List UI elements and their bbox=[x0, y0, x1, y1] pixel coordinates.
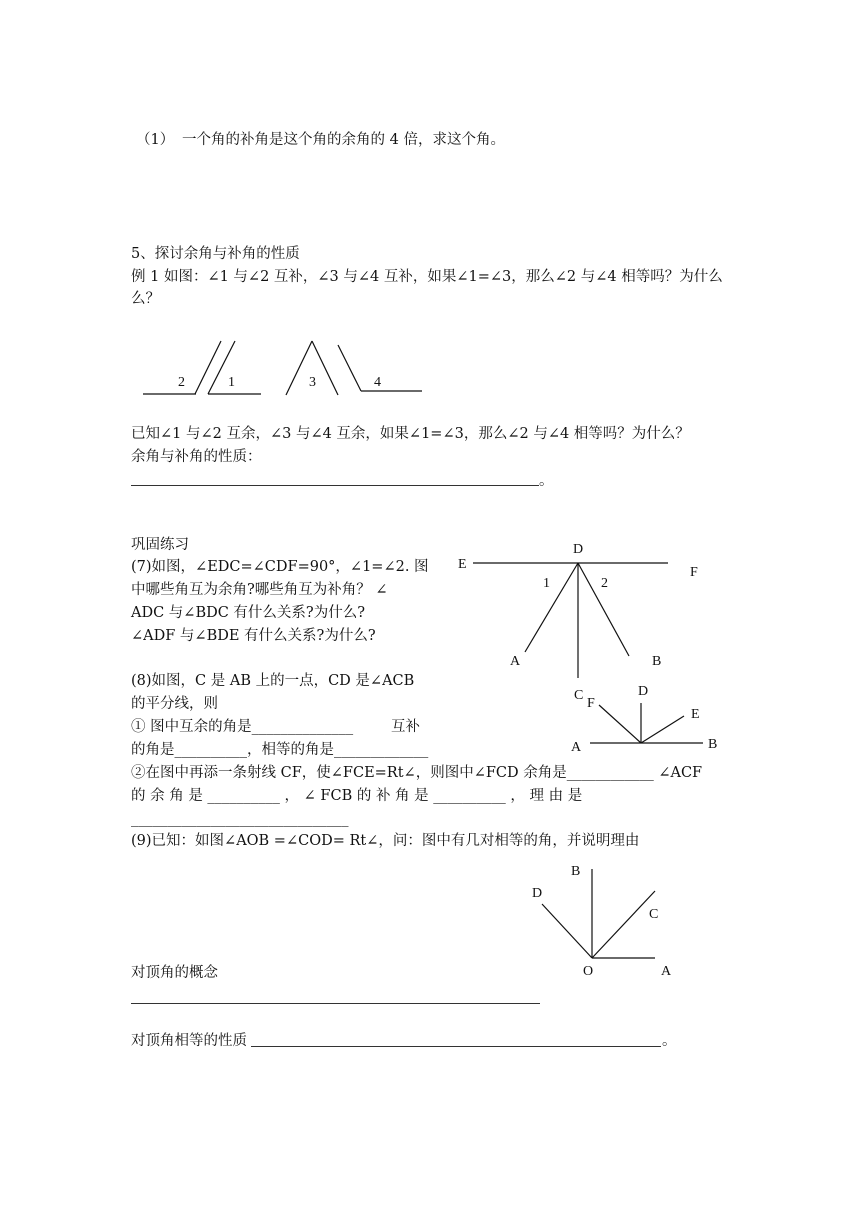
q8-line-2: 的平分线，则 bbox=[131, 696, 218, 712]
q8-line-7: ______________________________ bbox=[131, 811, 349, 827]
property-answer-line bbox=[131, 485, 539, 486]
fig8-label-A: A bbox=[571, 740, 582, 755]
fig9-label-B: B bbox=[571, 864, 581, 879]
fig7-label-2: 2 bbox=[601, 576, 608, 591]
fig9-label-O: O bbox=[583, 964, 594, 979]
example-1-line-1: 例 1 如图：∠1 与∠2 互补，∠3 与∠4 互补，如果∠1=∠3，那么∠2 与∠4 相等吗？为什么 bbox=[131, 269, 723, 285]
vertical-property-period: 。 bbox=[662, 1033, 677, 1049]
fig9-label-A: A bbox=[661, 964, 672, 979]
angle-label-2: 2 bbox=[178, 375, 185, 390]
q7-line-2: 中哪些角互为余角?哪些角互为补角？ ∠ bbox=[131, 582, 388, 598]
vertical-angle-property: 对顶角相等的性质 bbox=[131, 1033, 247, 1049]
vertical-property-answer-line bbox=[251, 1046, 661, 1047]
q7-line-1: (7)如图，∠EDC=∠CDF=90°，∠1=∠2. 图 bbox=[131, 559, 429, 575]
q7-line-4: ∠ADF 与∠BDE 有什么关系?为什么? bbox=[131, 628, 376, 644]
fig7-label-1: 1 bbox=[543, 576, 550, 591]
q7-line-3: ADC 与∠BDC 有什么关系?为什么? bbox=[131, 605, 365, 621]
vertical-angle-concept: 对顶角的概念 bbox=[131, 965, 218, 981]
practice-heading: 巩固练习 bbox=[131, 537, 189, 553]
angle-label-3: 3 bbox=[309, 375, 316, 390]
fig7-label-F: F bbox=[690, 565, 698, 580]
known-statement: 已知∠1 与∠2 互余，∠3 与∠4 互余，如果∠1=∠3，那么∠2 与∠4 相等吗？为什么？ bbox=[131, 426, 690, 442]
fig8-label-F: F bbox=[587, 696, 595, 711]
q8-line-5: ②在图中再添一条射线 CF，使∠FCE=Rt∠，则图中∠FCD 余角是____________ ∠ACF bbox=[131, 765, 703, 781]
fig9-label-C: C bbox=[649, 907, 659, 922]
problem-1-text: 一个角的补角是这个角的余角的 4 倍，求这个角。 bbox=[182, 132, 505, 148]
fig7-label-A: A bbox=[510, 654, 521, 669]
property-label: 余角与补角的性质： bbox=[131, 449, 262, 465]
q8-line-3b: 互补 bbox=[391, 719, 420, 735]
problem-1-number: （1） bbox=[136, 132, 175, 148]
q8-line-3a: ① 图中互余的角是______________ bbox=[131, 719, 354, 735]
angle-label-1: 1 bbox=[228, 375, 235, 390]
property-period: 。 bbox=[539, 473, 554, 489]
fig7-label-E: E bbox=[458, 557, 467, 572]
fig7-label-C: C bbox=[574, 688, 584, 703]
fig8-label-B: B bbox=[708, 737, 718, 752]
fig9-label-D: D bbox=[532, 886, 543, 901]
q8-line-1: (8)如图，C 是 AB 上的一点，CD 是∠ACB bbox=[131, 673, 415, 689]
fig8-label-E: E bbox=[691, 707, 700, 722]
fig8-label-D: D bbox=[638, 684, 649, 699]
q8-line-6: 的 余 角 是 __________ ， ∠ FCB 的 补 角 是 __________ ， 理 由 是 bbox=[131, 788, 583, 804]
fig7-label-D: D bbox=[573, 542, 584, 557]
example-1-line-2: 么？ bbox=[131, 291, 160, 307]
vertical-concept-answer-line bbox=[131, 1003, 540, 1004]
angle-label-4: 4 bbox=[374, 375, 381, 390]
section-5-heading: 5、探讨余角与补角的性质 bbox=[131, 246, 300, 262]
q9-text: (9)已知：如图∠AOB =∠COD= Rt∠，问：图中有几对相等的角，并说明理由 bbox=[131, 833, 640, 849]
fig7-label-B: B bbox=[652, 654, 662, 669]
q8-line-4: 的角是__________，相等的角是_____________ bbox=[131, 742, 429, 758]
